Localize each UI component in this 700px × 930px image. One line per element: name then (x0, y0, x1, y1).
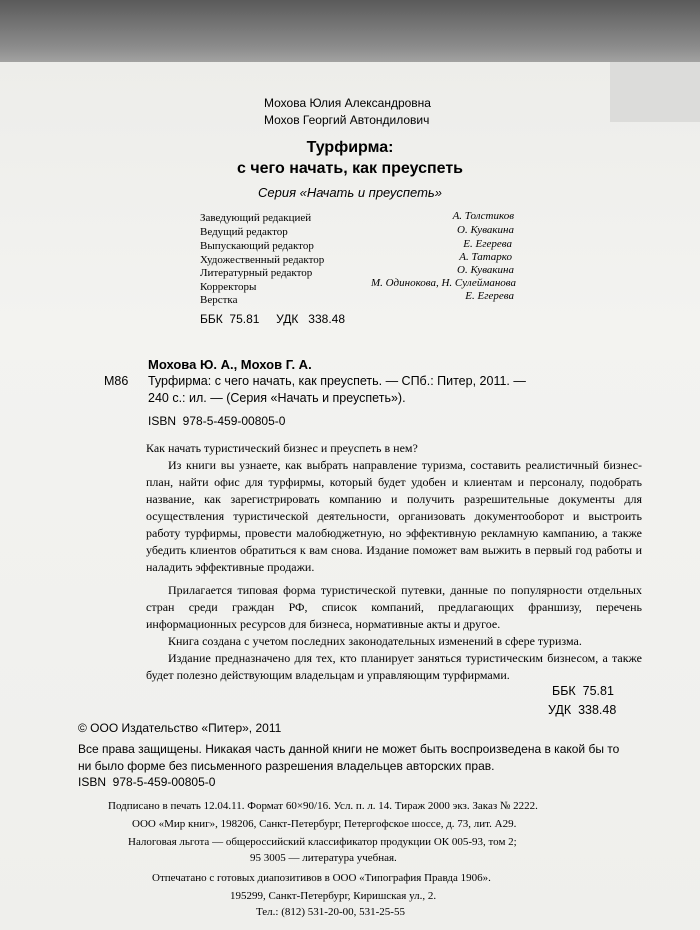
book-title (0, 137, 700, 179)
staff-name: Е. Егерева (463, 238, 512, 250)
author-sign-code: М86 (104, 374, 129, 388)
isbn: ISBN 978-5-459-00805-0 (148, 414, 286, 428)
staff-name: О. Кувакина (457, 264, 514, 276)
staff-role: Ведущий редактор (200, 226, 288, 238)
tax-benefit: Налоговая льгота — общероссийский классификатор продукции ОК 005-93, том 2; (128, 836, 517, 848)
annotation-paragraph: Как начать туристический бизнес и преуспеть в нем? (146, 441, 418, 455)
tax-benefit-continued: 95 3005 — литература учебная. (250, 852, 397, 864)
staff-role: Верстка (200, 294, 238, 306)
staff-name: Е. Егерева (465, 290, 514, 302)
printing-house: Отпечатано с готовых диапозитивов в ООО «Типография Правда 1906». (152, 872, 491, 884)
staff-role: Корректоры (200, 281, 257, 293)
staff-name: А. Толстиков (452, 210, 514, 222)
annotation-paragraph: Прилагается типовая форма туристической путевки, данные по популярности отдельных стран среди граждан РФ, список компаний, предлагающих франшизу, перечень информационных ресурсов для бизнеса, нормативные акты и другое. (146, 583, 642, 631)
staff-role: Выпускающий редактор (200, 240, 314, 252)
annotation (146, 440, 642, 684)
staff-name: М. Одинокова, Н. Сулейманова (370, 277, 516, 289)
classification-codes: ББК 75.81 УДК 338.48 (200, 312, 346, 326)
print-details: Подписано в печать 12.04.11. Формат 60×90/16. Усл. п. л. 14. Тираж 2000 экз. Заказ № 2222. (108, 800, 538, 812)
title-line: с чего начать, как преуспеть (236, 160, 464, 177)
copyright-notice: © ООО Издательство «Питер», 2011 (78, 721, 282, 735)
staff-role: Литературный редактор (200, 267, 313, 279)
printing-house-phone: Тел.: (812) 531-20-00, 531-25-55 (256, 906, 405, 918)
annotation-paragraph: Из книги вы узнаете, как выбрать направление туризма, составить реалистичный бизнес-план, найти офис для турфирмы, который будет удобен и клиентам и персоналу, подобрать название, как зарегистрировать компанию и получить разрешительные документы для осуществления туристической деятельности, организовать документооборот и выстроить работу турфирмы, провести малобюджетную, но эффективную рекламную кампанию, а также убедить клиентов обратиться к вам снова. Издание поможет вам выжить в первый год работы и наладить эффективные продажи. (146, 458, 642, 574)
staff-name: А. Татарко (459, 251, 512, 263)
staff-role: Заведующий редакцией (200, 212, 312, 224)
publisher-address: ООО «Мир книг», 198206, Санкт-Петербург, Петергофское шоссе, д. 73, лит. А29. (132, 818, 517, 830)
series-name: Серия «Начать и преуспеть» (257, 185, 442, 200)
annotation-paragraph: Книга создана с учетом последних законодательных изменений в сфере туризма. (168, 634, 582, 648)
isbn-bottom: ISBN 978-5-459-00805-0 (78, 775, 216, 789)
printing-house-address: 195299, Санкт-Петербург, Киришская ул., 2. (230, 890, 437, 902)
bibliographic-authors: Мохова Ю. А., Мохов Г. А. (148, 357, 312, 372)
title-line: Турфирма: (306, 139, 394, 156)
author-name: Мохов Георгий Автондилович (264, 113, 430, 127)
bibliographic-line: Турфирма: с чего начать, как преуспеть. — СПб.: Питер, 2011. — (148, 374, 526, 388)
classification-bbk: ББК 75.81 (552, 684, 614, 698)
authors-block (264, 95, 431, 129)
staff-role: Художественный редактор (200, 254, 325, 266)
annotation-paragraph: Издание предназначено для тех, кто планирует заняться туристическим бизнесом, а также будет полезно действующим владельцам и управляющим турфирмами. (146, 651, 642, 682)
author-name: Мохова Юлия Александровна (264, 96, 431, 110)
paper-corner (610, 62, 700, 122)
rights-notice: Все права защищены. Никакая часть данной книги не может быть воспроизведена в какой бы то ни было форме без письменного разрешения владельцев авторских прав. (78, 742, 620, 773)
staff-name: О. Кувакина (457, 224, 514, 236)
bibliographic-line: 240 с.: ил. — (Серия «Начать и преуспеть»). (148, 391, 406, 405)
classification-udk: УДК 338.48 (548, 703, 617, 717)
